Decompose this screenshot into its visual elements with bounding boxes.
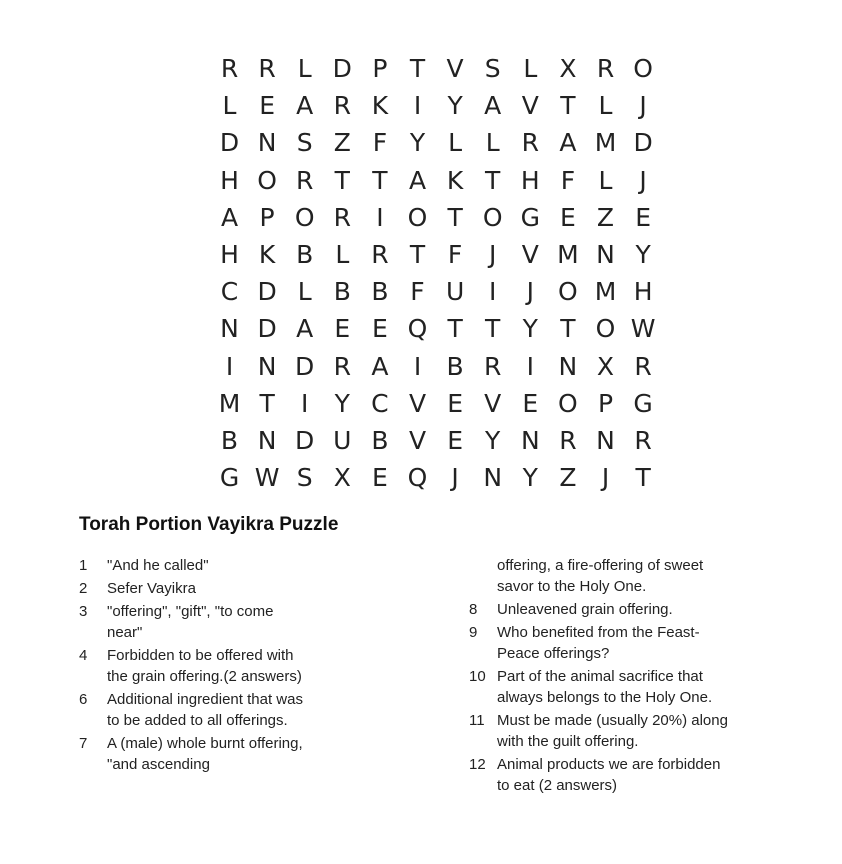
grid-letter: B: [333, 277, 351, 307]
clue-item: [79, 645, 309, 687]
grid-letter: X: [559, 54, 577, 83]
grid-letter: T: [485, 165, 501, 195]
clue-text: "And he called": [107, 557, 209, 574]
grid-letter: C: [220, 277, 239, 307]
grid-letter: R: [220, 54, 239, 83]
grid-letter: N: [558, 351, 578, 381]
grid-letter: X: [333, 463, 351, 493]
grid-letter: J: [639, 165, 647, 195]
clue-number: 3: [79, 603, 88, 620]
grid-letter: R: [371, 240, 389, 269]
grid-letter: X: [596, 351, 615, 381]
grid-letter: I: [413, 351, 422, 381]
grid-letter: B: [371, 277, 389, 307]
grid-letter: Y: [409, 128, 426, 158]
clue-continuation: offering, a fire-offering of sweet savor to the Holy One.: [497, 557, 704, 595]
clue-text: "offering", "gift", "to come near": [107, 603, 274, 641]
clue-item: [79, 555, 309, 576]
grid-letter: M: [594, 128, 617, 158]
grid-letter: Y: [334, 388, 350, 418]
clue-text: Forbidden to be offered with the grain offering.(2 answers): [107, 647, 302, 685]
grid-letter: W: [254, 463, 280, 493]
grid-letter: Z: [596, 202, 615, 232]
grid-letter: S: [484, 54, 501, 83]
grid-letter: R: [634, 351, 652, 381]
grid-letter: B: [446, 351, 464, 381]
grid-letter: N: [483, 463, 503, 493]
grid-letter: L: [598, 165, 613, 195]
grid-letter: B: [371, 426, 389, 455]
grid-letter: A: [296, 314, 314, 344]
grid-letter: O: [595, 314, 616, 344]
clue-item: [469, 710, 729, 752]
grid-letter: G: [219, 463, 240, 493]
puzzle-title: Torah Portion Vayikra Puzzle: [79, 514, 339, 535]
grid-letter: E: [371, 463, 388, 493]
grid-letter: M: [557, 240, 579, 269]
grid-letter: E: [635, 202, 651, 232]
grid-letter: E: [559, 202, 576, 232]
clue-item: [79, 733, 309, 775]
grid-letter: S: [296, 128, 313, 158]
grid-letter: D: [295, 351, 315, 381]
grid-letter: H: [220, 240, 239, 269]
clue-text: Unleavened grain offering.: [497, 601, 673, 618]
grid-letter: Z: [333, 128, 351, 158]
grid-letter: P: [597, 388, 614, 418]
grid-letter: F: [447, 240, 463, 269]
clue-text: Part of the animal sacrifice that always belongs to the Holy One.: [497, 668, 713, 706]
grid-letter: R: [559, 426, 577, 455]
grid-letter: I: [376, 202, 384, 232]
grid-letter: V: [521, 91, 539, 121]
grid-letter: G: [520, 202, 540, 232]
grid-letter: R: [258, 54, 276, 83]
grid-letter: D: [257, 314, 277, 344]
grid-letter: L: [297, 277, 312, 307]
grid-letter: K: [258, 240, 276, 269]
clue-number: 11: [469, 712, 485, 729]
grid-letter: F: [410, 277, 425, 307]
grid-letter: Z: [559, 463, 577, 493]
grid-letter: Y: [522, 314, 538, 344]
grid-letter: J: [451, 463, 459, 493]
grid-letter: N: [596, 426, 615, 455]
grid-letter: A: [559, 128, 577, 158]
grid-letter: E: [447, 388, 463, 418]
clue-number: 10: [469, 668, 486, 685]
grid-letter: O: [633, 54, 653, 83]
grid-letter: D: [295, 426, 315, 455]
grid-letter: L: [222, 91, 237, 121]
grid-letter: I: [413, 91, 422, 121]
grid-letter: P: [259, 202, 275, 232]
grid-letter: A: [484, 91, 502, 121]
grid-letter: L: [297, 54, 312, 83]
grid-letter: Y: [522, 463, 538, 493]
grid-letter: J: [489, 240, 497, 269]
grid-letter: L: [448, 128, 463, 158]
grid-letter: K: [371, 91, 389, 121]
grid-letter: B: [220, 426, 239, 455]
grid-letter: R: [521, 128, 539, 158]
grid-letter: E: [371, 314, 388, 344]
grid-letter: Q: [407, 314, 428, 344]
grid-letter: N: [257, 128, 277, 158]
clue-number: 6: [79, 691, 88, 708]
grid-letter: H: [220, 165, 239, 195]
grid-letter: T: [259, 388, 275, 418]
clue-item: [79, 601, 309, 643]
clue-item: [469, 666, 729, 708]
grid-letter: T: [560, 91, 576, 121]
grid-letter: G: [633, 388, 653, 418]
grid-letter: N: [596, 240, 615, 269]
grid-letter: N: [520, 426, 540, 455]
clue-item: [469, 599, 729, 620]
grid-letter: O: [482, 202, 503, 232]
grid-letter: V: [408, 426, 427, 455]
grid-letter: E: [522, 388, 539, 418]
clue-text: Who benefited from the Feast-Peace offerings?: [497, 624, 700, 662]
grid-letter: R: [484, 351, 502, 381]
grid-letter: S: [296, 463, 313, 493]
grid-letter: K: [446, 165, 464, 195]
grid-letter: O: [558, 388, 578, 418]
grid-letter: J: [526, 277, 534, 307]
grid-letter: P: [372, 54, 388, 83]
grid-letter: I: [489, 277, 497, 307]
clue-number: 2: [79, 580, 88, 597]
grid-letter: N: [257, 426, 277, 455]
grid-letter: I: [526, 351, 534, 381]
grid-letter: Y: [485, 426, 501, 455]
grid-letter: V: [408, 388, 427, 418]
grid-letter: R: [296, 165, 314, 195]
grid-letter: R: [333, 202, 351, 232]
clue-number: 9: [469, 624, 478, 641]
grid-letter: A: [408, 165, 427, 195]
grid-letter: J: [639, 91, 647, 121]
grid-letter: R: [634, 426, 652, 455]
clue-number: 1: [79, 557, 88, 574]
grid-letter: O: [294, 202, 315, 232]
grid-letter: H: [520, 165, 540, 195]
grid-letter: T: [485, 314, 501, 344]
grid-letter: Y: [447, 91, 463, 121]
grid-letter: B: [296, 240, 314, 269]
clue-list-left: [79, 555, 309, 777]
grid-letter: E: [334, 314, 351, 344]
clue-item: [79, 578, 309, 599]
grid-letter: L: [523, 54, 538, 83]
clue-text: A (male) whole burnt offering, "and ascending: [107, 735, 303, 773]
grid-letter: T: [409, 54, 426, 83]
grid-letter: A: [371, 351, 389, 381]
clue-number: 7: [79, 735, 88, 752]
grid-letter: T: [334, 165, 350, 195]
grid-letter: T: [635, 463, 651, 493]
grid-letter: U: [333, 426, 352, 455]
grid-letter: F: [372, 128, 388, 158]
grid-letter: R: [333, 351, 351, 381]
clue-item: [79, 689, 309, 731]
clue-text: Animal products we are forbidden to eat (2 answers): [497, 756, 721, 794]
grid-letter: V: [446, 54, 464, 83]
grid-letter: J: [601, 463, 610, 493]
grid-letter: T: [447, 202, 463, 232]
grid-letter: M: [594, 277, 617, 307]
clue-text: Must be made (usually 20%) along with the guilt offering.: [497, 712, 728, 750]
clue-list-right: [469, 555, 729, 798]
grid-letter: L: [335, 240, 350, 269]
clue-text: Additional ingredient that was to be added to all offerings.: [107, 691, 303, 729]
grid-letter: U: [445, 277, 465, 307]
grid-letter: C: [371, 388, 389, 418]
grid-letter: W: [630, 314, 656, 344]
grid-letter: N: [257, 351, 277, 381]
clue-item: [469, 622, 729, 664]
grid-letter: O: [558, 277, 578, 307]
grid-letter: N: [220, 314, 239, 344]
grid-letter: V: [484, 388, 502, 418]
grid-letter: R: [596, 54, 615, 83]
grid-letter: A: [220, 202, 239, 232]
grid-letter: A: [296, 91, 314, 121]
clue-number: 4: [79, 647, 88, 664]
grid-letter: V: [521, 240, 539, 269]
clue-number: 8: [469, 601, 478, 618]
grid-letter: D: [633, 128, 653, 158]
grid-letter: T: [372, 165, 388, 195]
grid-letter: D: [219, 128, 240, 158]
grid-letter: O: [407, 202, 428, 232]
grid-letter: L: [598, 91, 613, 121]
grid-letter: R: [333, 91, 351, 121]
clue-item: [469, 754, 729, 796]
grid-letter: L: [485, 128, 500, 158]
clue-text: Sefer Vayikra: [107, 580, 196, 597]
grid-letter: O: [257, 165, 277, 195]
grid-letter: E: [259, 91, 275, 121]
grid-letter: D: [332, 54, 352, 83]
grid-letter: M: [218, 388, 241, 418]
grid-letter: Y: [635, 240, 651, 269]
grid-letter: H: [633, 277, 653, 307]
grid-letter: E: [447, 426, 463, 455]
grid-letter: T: [447, 314, 463, 344]
grid-letter: T: [409, 240, 426, 269]
clue-number: 12: [469, 756, 486, 773]
grid-letter: F: [560, 165, 576, 195]
grid-letter: I: [301, 388, 309, 418]
grid-letter: T: [560, 314, 576, 344]
grid-letter: Q: [407, 463, 428, 493]
grid-letter: I: [225, 351, 234, 381]
grid-letter: D: [257, 277, 277, 307]
